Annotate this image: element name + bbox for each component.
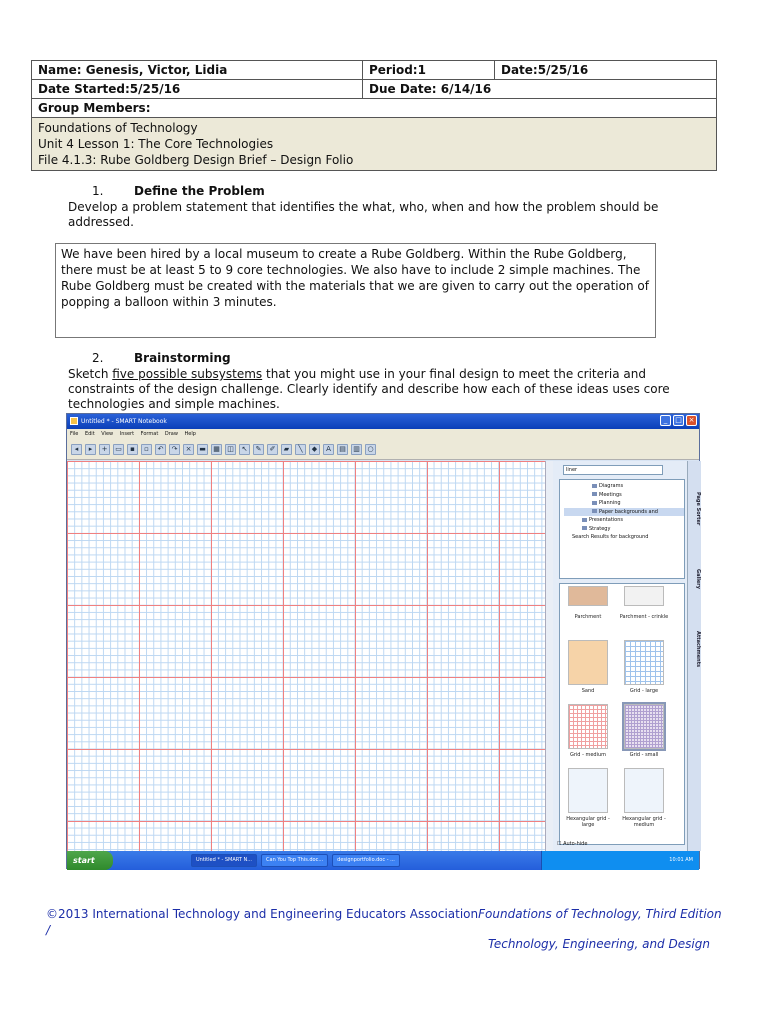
student-names: Name: Genesis, Victor, Lidia <box>32 61 363 80</box>
canvas-scrollbar[interactable] <box>545 461 553 851</box>
problem-statement-box: We have been hired by a local museum to create a Rube Goldberg. Within the Rube Goldberg, there must be at least 5 to 9 core technologies. We also have to include 2 simple machines. The Rube Goldberg must be created with the materials that we are given to carry out the operation of popping a balloon within 3 minutes. <box>55 243 656 338</box>
undo-icon[interactable]: ↶ <box>155 444 166 455</box>
tree-item-meetings[interactable]: Meetings <box>564 491 684 500</box>
label-grid-medium: Grid - medium <box>569 752 607 758</box>
start-button[interactable]: start <box>67 851 113 870</box>
footer-book-title: Foundations of Technology, Third Edition / <box>46 907 722 937</box>
menu-view[interactable]: View <box>101 431 114 437</box>
gallery-panel <box>553 461 687 851</box>
date: Date:5/25/16 <box>495 61 717 80</box>
thumb-grid-small[interactable] <box>624 704 664 749</box>
label-hexangular-large: Hexangular grid - large <box>566 816 610 828</box>
menu-draw[interactable]: Draw <box>164 431 178 437</box>
capture-icon[interactable]: ◫ <box>225 444 236 455</box>
task-smart-notebook[interactable]: Untitled * - SMART N... <box>191 854 257 867</box>
creative-pen-icon[interactable]: ✐ <box>267 444 278 455</box>
file-title: File 4.1.3: Rube Goldberg Design Brief – Design Folio <box>38 153 354 167</box>
close-icon[interactable]: × <box>686 415 697 426</box>
thumb-grid-medium[interactable] <box>568 704 608 749</box>
task-can-you-top-this[interactable]: Can You Top This.doc... <box>261 854 328 867</box>
section1-instructions: Develop a problem statement that identifies the what, who, when and how the problem should be addressed. <box>68 200 659 229</box>
text-icon[interactable]: A <box>323 444 334 455</box>
footer-line2 <box>488 936 710 952</box>
section2-number: 2. <box>92 351 104 365</box>
section2-text-after: that you might use in your final design to meet the criteria and constraints of the design challenge. Clearly identify and describe how each of these ideas uses core technologies and simple machines. <box>68 367 670 411</box>
lesson-title: Unit 4 Lesson 1: The Core Technologies <box>38 137 274 151</box>
gallery-search-input[interactable]: liner <box>563 465 663 475</box>
autohide-label: Auto-hide <box>563 841 588 847</box>
eraser-icon[interactable]: ▰ <box>281 444 292 455</box>
forward-icon[interactable]: ▸ <box>85 444 96 455</box>
full-screen-icon[interactable]: ▦ <box>211 444 222 455</box>
thumb-parchment-crinkle[interactable] <box>624 586 664 606</box>
fill-icon[interactable]: ◆ <box>309 444 320 455</box>
thumb-grid-large[interactable] <box>624 640 664 685</box>
tree-item-presentations[interactable]: Presentations <box>564 516 684 525</box>
redo-icon[interactable]: ↷ <box>169 444 180 455</box>
section2-title: Brainstorming <box>134 351 231 365</box>
section1-number: 1. <box>92 184 104 198</box>
section2-text-before: Sketch <box>68 367 113 381</box>
menu-format[interactable]: Format <box>140 431 159 437</box>
save-icon[interactable]: ▪ <box>127 444 138 455</box>
gallery-tree <box>559 479 685 579</box>
tab-gallery[interactable]: Gallery <box>695 568 701 590</box>
window-title: Untitled * - SMART Notebook <box>81 418 167 425</box>
tree-item-strategy[interactable]: Strategy <box>564 525 684 534</box>
thumb-hexangular-medium[interactable] <box>624 768 664 813</box>
gallery-thumbnails <box>559 583 685 845</box>
pen-icon[interactable]: ✎ <box>253 444 264 455</box>
back-icon[interactable]: ◂ <box>71 444 82 455</box>
line-icon[interactable]: ╲ <box>295 444 306 455</box>
label-sand: Sand <box>581 688 595 694</box>
grid-canvas[interactable] <box>67 461 545 851</box>
course-title: Foundations of Technology <box>38 121 198 135</box>
menubar <box>67 429 699 440</box>
select-icon[interactable]: ↖ <box>239 444 250 455</box>
tree-item-paper-backgrounds[interactable]: Paper backgrounds and <box>564 508 684 517</box>
section2-heading <box>92 351 231 365</box>
menu-file[interactable]: File <box>70 431 79 437</box>
tree-item-diagrams[interactable]: Diagrams <box>564 482 684 491</box>
menu-help[interactable]: Help <box>184 431 196 437</box>
taskbar <box>67 851 699 870</box>
task-design-portfolio[interactable]: designportfolio.doc - ... <box>332 854 400 867</box>
label-parchment: Parchment <box>574 614 602 620</box>
system-tray <box>541 851 699 870</box>
header-table <box>31 60 717 171</box>
side-tabs <box>687 461 701 851</box>
footer-copyright: ©2013 International Technology and Engineering Educators Association <box>46 907 479 921</box>
tab-attachments[interactable]: Attachments <box>695 630 701 668</box>
smart-notebook-screenshot <box>66 413 700 869</box>
label-hexangular-medium: Hexangular grid - medium <box>622 816 666 828</box>
label-grid-large: Grid - large <box>629 688 659 694</box>
section2-underlined: five possible subsystems <box>112 367 263 381</box>
thumb-hexangular-large[interactable] <box>568 768 608 813</box>
delete-icon[interactable]: × <box>183 444 194 455</box>
autohide-checkbox[interactable]: ☐ Auto-hide <box>557 841 588 847</box>
thumb-parchment[interactable] <box>568 586 608 606</box>
period: Period:1 <box>363 61 495 80</box>
footer-line1 <box>46 906 726 938</box>
minimize-icon[interactable]: _ <box>660 415 671 426</box>
maximize-icon[interactable]: □ <box>673 415 684 426</box>
clock: 10:01 AM <box>669 857 693 863</box>
date-started: Date Started:5/25/16 <box>32 80 363 99</box>
menu-insert[interactable]: Insert <box>119 431 135 437</box>
tree-item-search-results[interactable]: Search Results for background <box>572 534 649 540</box>
window-titlebar <box>67 414 699 429</box>
label-grid-small: Grid - small <box>629 752 659 758</box>
app-icon <box>70 417 78 425</box>
properties-icon[interactable]: ▤ <box>337 444 348 455</box>
section1-heading <box>92 184 265 198</box>
tab-page-sorter[interactable]: Page Sorter <box>695 492 701 526</box>
due-date: Due Date: 6/14/16 <box>363 80 717 99</box>
tree-item-planning[interactable]: Planning <box>564 499 684 508</box>
section1-title: Define the Problem <box>134 184 265 198</box>
label-parchment-crinkle: Parchment - crinkle <box>619 614 669 620</box>
group-members: Group Members: <box>32 99 717 118</box>
add-page-icon[interactable]: + <box>99 444 110 455</box>
footer-book-subtitle: Technology, Engineering, and Design <box>488 937 710 951</box>
screen-shade-icon[interactable]: ▬ <box>197 444 208 455</box>
move-toolbar-icon[interactable]: ○ <box>365 444 376 455</box>
menu-edit[interactable]: Edit <box>84 431 95 437</box>
thumb-sand[interactable] <box>568 640 608 685</box>
section2-instructions <box>68 367 708 412</box>
toolbar <box>67 440 699 460</box>
course-info <box>32 118 717 171</box>
open-icon[interactable]: ▭ <box>113 444 124 455</box>
table-icon[interactable]: ▥ <box>351 444 362 455</box>
paste-icon[interactable]: ▫ <box>141 444 152 455</box>
window-controls <box>660 415 697 426</box>
